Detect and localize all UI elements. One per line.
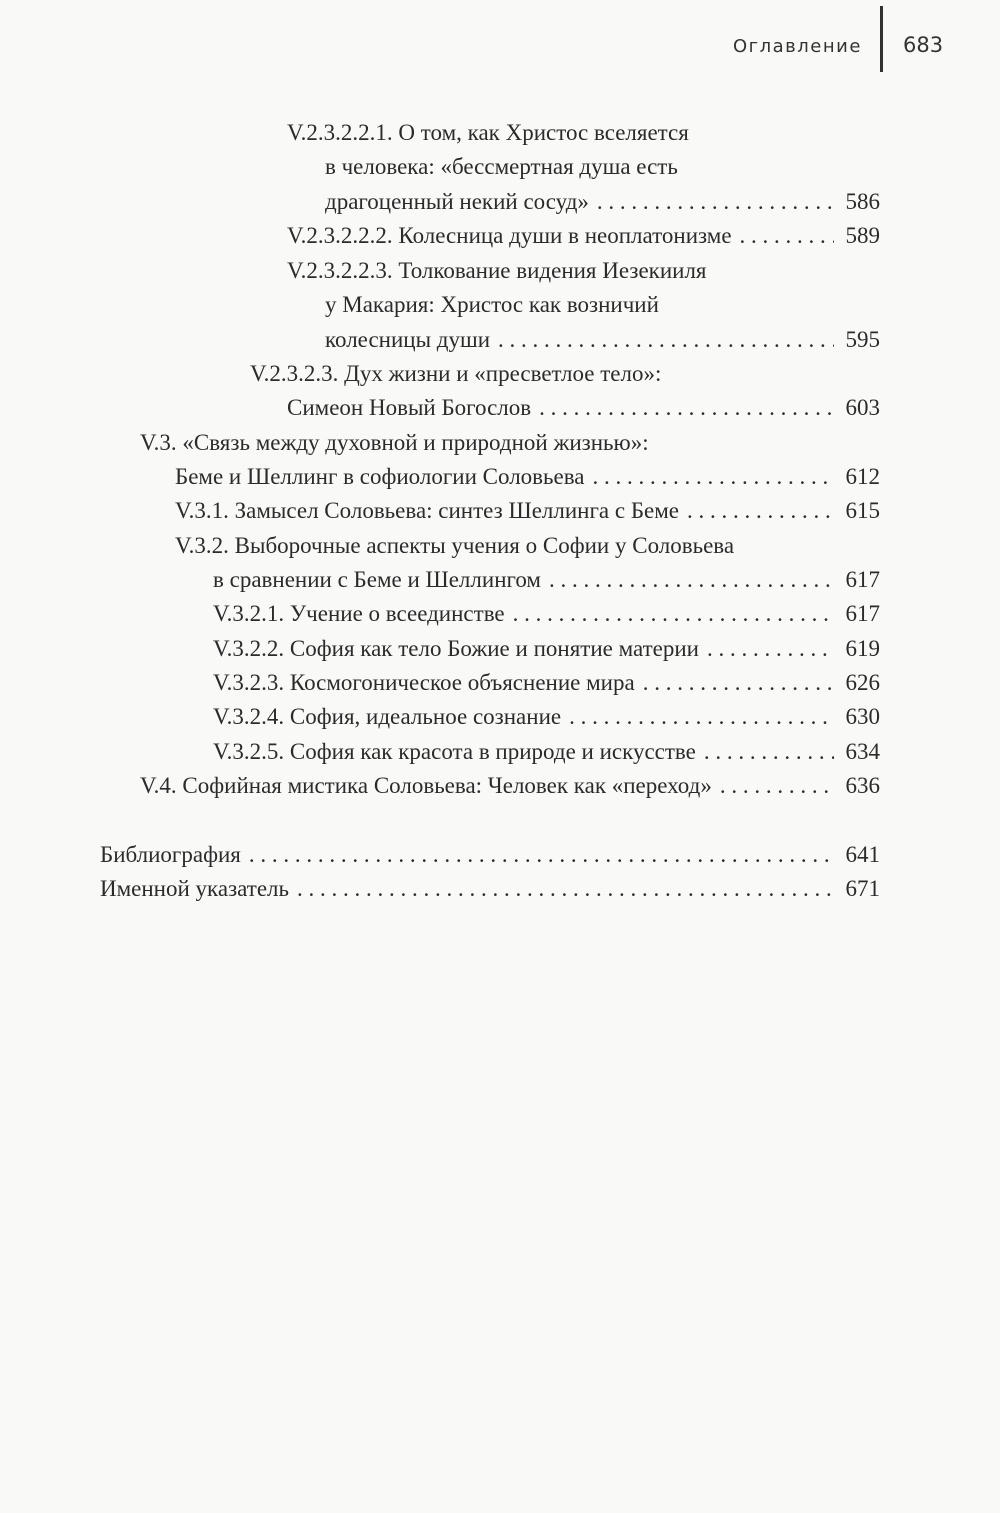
toc-text: Библиография bbox=[100, 842, 241, 867]
toc-text: Симеон Новый Богослов bbox=[287, 395, 532, 420]
toc-entry[interactable] bbox=[287, 393, 880, 423]
toc-page: 603 bbox=[845, 395, 880, 420]
toc-line bbox=[175, 531, 734, 561]
toc-text: Беме и Шеллинг в софиологии Соловьева bbox=[175, 464, 585, 489]
toc-entry[interactable] bbox=[213, 634, 880, 664]
toc-text: колесницы души bbox=[325, 327, 491, 352]
toc-text: V.2.3.2.3. Дух жизни и «пресветлое тело»: bbox=[250, 361, 662, 386]
toc-text: у Макария: Христос как возничий bbox=[325, 292, 659, 317]
dot-leader bbox=[539, 393, 834, 423]
toc-entry[interactable] bbox=[213, 702, 880, 732]
toc-text: V.3.1. Замысел Соловьева: синтез Шеллинга с Беме bbox=[175, 498, 680, 523]
toc-entry[interactable] bbox=[175, 496, 880, 526]
toc-page: 617 bbox=[845, 567, 880, 592]
toc-text: в человека: «бессмертная душа есть bbox=[325, 154, 678, 179]
toc-entry[interactable] bbox=[325, 325, 880, 355]
toc-text: V.3.2.4. София, идеальное сознание bbox=[213, 704, 562, 729]
toc-entry-bibliography[interactable] bbox=[100, 840, 880, 870]
toc-line bbox=[325, 290, 659, 320]
toc-text: V.2.3.2.2.2. Колесница души в неоплатонизме bbox=[287, 223, 732, 248]
dot-leader bbox=[740, 221, 834, 251]
toc-page: 612 bbox=[845, 464, 880, 489]
dot-leader bbox=[569, 702, 834, 732]
dot-leader bbox=[704, 737, 834, 767]
toc-text: V.3. «Связь между духовной и природной жизнью»: bbox=[140, 430, 649, 455]
toc-text: в сравнении с Беме и Шеллингом bbox=[213, 567, 541, 592]
dot-leader bbox=[513, 599, 834, 629]
toc-entry[interactable] bbox=[213, 599, 880, 629]
toc-page: 671 bbox=[845, 876, 880, 901]
running-header-title: Оглавление bbox=[733, 36, 862, 57]
toc-page: 615 bbox=[845, 498, 880, 523]
header-divider bbox=[880, 6, 883, 72]
toc-text: Именной указатель bbox=[100, 876, 290, 901]
dot-leader bbox=[549, 565, 834, 595]
toc-page: 595 bbox=[845, 327, 880, 352]
toc-page: 634 bbox=[845, 739, 880, 764]
toc-entry[interactable] bbox=[325, 187, 880, 217]
toc-entry[interactable] bbox=[140, 771, 880, 801]
toc-entry[interactable] bbox=[175, 462, 880, 492]
toc-page: 626 bbox=[845, 670, 880, 695]
toc-text: V.3.2.2. София как тело Божие и понятие материи bbox=[213, 636, 699, 661]
toc-page: 630 bbox=[845, 704, 880, 729]
dot-leader bbox=[707, 634, 834, 664]
toc-text: V.2.3.2.2.1. О том, как Христос вселяется bbox=[287, 120, 689, 145]
toc-text: V.4. Софийная мистика Соловьева: Человек как «переход» bbox=[140, 773, 712, 798]
toc-text: драгоценный некий сосуд» bbox=[325, 189, 589, 214]
toc-entry[interactable] bbox=[287, 221, 880, 251]
dot-leader bbox=[597, 187, 834, 217]
toc-line bbox=[140, 428, 649, 458]
toc-line bbox=[325, 152, 678, 182]
toc-page: 619 bbox=[845, 636, 880, 661]
toc-text: V.3.2.5. София как красота в природе и искусстве bbox=[213, 739, 696, 764]
dot-leader bbox=[687, 496, 834, 526]
toc-entry[interactable] bbox=[213, 737, 880, 767]
toc-page: 617 bbox=[845, 601, 880, 626]
toc-page: 641 bbox=[845, 842, 880, 867]
dot-leader bbox=[249, 840, 834, 870]
dot-leader bbox=[593, 462, 835, 492]
toc-text: V.3.2.1. Учение о всеединстве bbox=[213, 601, 505, 626]
toc-line bbox=[287, 118, 689, 148]
toc-page: 636 bbox=[845, 773, 880, 798]
toc-entry[interactable] bbox=[213, 565, 880, 595]
toc-page: 589 bbox=[845, 223, 880, 248]
dot-leader bbox=[643, 668, 834, 698]
toc-text: V.2.3.2.2.3. Толкование видения Иезекииля bbox=[287, 258, 707, 283]
toc-entry[interactable] bbox=[213, 668, 880, 698]
toc-line bbox=[250, 359, 661, 389]
dot-leader bbox=[720, 771, 834, 801]
toc-entry-name-index[interactable] bbox=[100, 874, 880, 904]
toc-text: V.3.2. Выборочные аспекты учения о Софии у Соловьева bbox=[175, 533, 735, 558]
page-number: 683 bbox=[903, 33, 944, 57]
dot-leader bbox=[297, 874, 834, 904]
toc-page: 586 bbox=[845, 189, 880, 214]
toc-line bbox=[287, 256, 707, 286]
toc-text: V.3.2.3. Космогоническое объяснение мира bbox=[213, 670, 635, 695]
dot-leader bbox=[498, 325, 834, 355]
